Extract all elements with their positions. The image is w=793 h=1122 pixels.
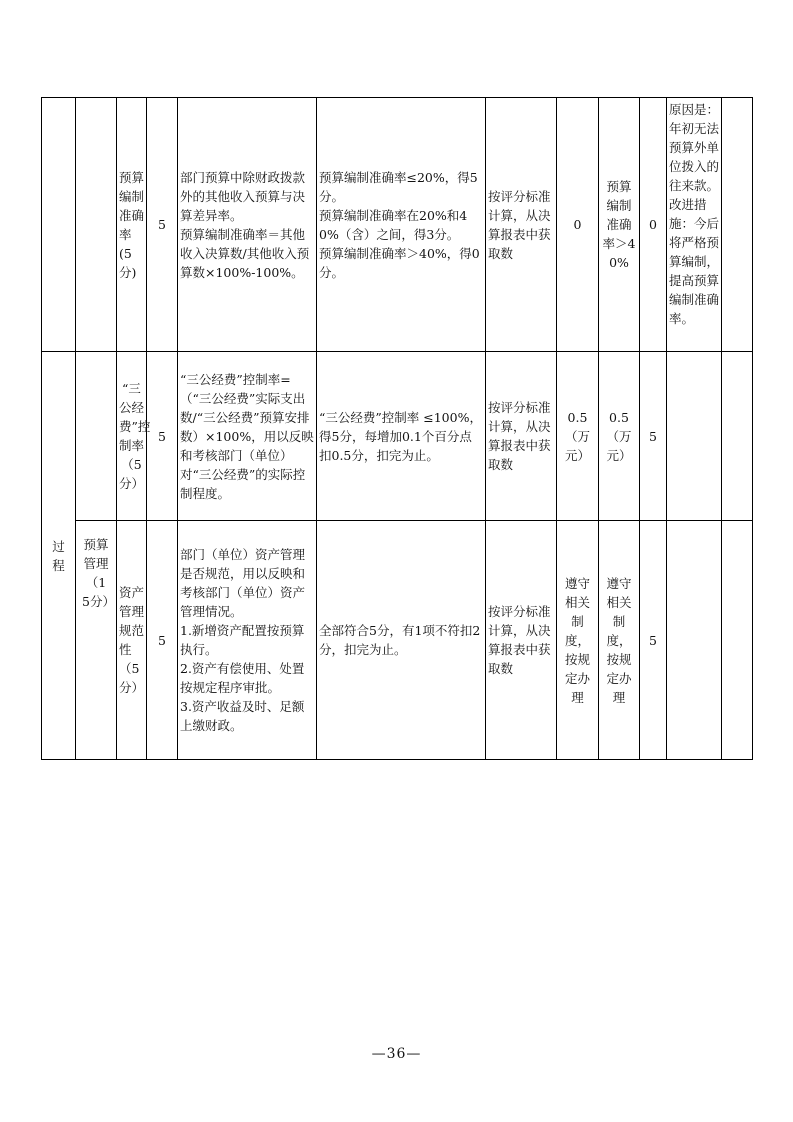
standard-cell: 预算编制准确率≤20%，得5分。 预算编制准确率在20%和40%（含）之间，得3分。 预算编制准确率＞40%，得0分。 xyxy=(317,98,486,352)
reason-cell: 原因是：年初无法预算外单位拨入的往来款。改进措施：今后将严格预算编制，提高预算编制准确率。 xyxy=(667,98,722,352)
level2-cell xyxy=(76,521,117,760)
score-cell: 5 xyxy=(640,352,667,521)
definition-cell: 部门预算中除财政拨款外的其他收入预算与决算差异率。 预算编制准确率＝其他收入决算数/其他收入预算数×100%-100%。 xyxy=(178,98,317,352)
standard-cell: “三公经费”控制率 ≤100%，得5分，每增加0.1个百分点扣0.5分，扣完为止。 xyxy=(317,352,486,521)
actual-cell: 0.5（万元） xyxy=(599,352,640,521)
page-number: —36— xyxy=(371,1046,422,1062)
target-cell: 0.5（万元） xyxy=(557,352,599,521)
table-row xyxy=(42,521,753,760)
weight-cell: 5 xyxy=(147,521,178,760)
remark-cell xyxy=(722,521,753,760)
reason-cell xyxy=(667,352,722,521)
remark-cell xyxy=(722,98,753,352)
score-cell: 0 xyxy=(640,98,667,352)
definition-cell: “三公经费”控制率=（“三公经费”实际支出数/“三公经费”预算安排数）×100%，用以反映和考核部门（单位）对“三公经费”的实际控制程度。 xyxy=(178,352,317,521)
actual-cell: 预算编制准确率＞40% xyxy=(599,98,640,352)
level2-cell xyxy=(76,98,117,352)
actual-cell: 遵守相关制度，按规定办理 xyxy=(599,521,640,760)
definition-cell: 部门（单位）资产管理是否规范，用以反映和考核部门（单位）资产管理情况。 1.新增资产配置按预算执行。 2.资产有偿使用、处置按规定程序审批。 3.资产收益及时、足额上缴财政。 xyxy=(178,521,317,760)
indicator-cell: 预算编制准确率(5分) xyxy=(117,98,147,352)
level1-label: 过程 xyxy=(52,538,65,573)
level2-label: 预算管理（15分） xyxy=(82,537,115,609)
level2-cell xyxy=(76,352,117,521)
indicator-cell: 资产管理规范性（5分） xyxy=(117,521,147,760)
table-row xyxy=(42,98,753,352)
method-cell: 按评分标准计算，从决算报表中获取数 xyxy=(486,98,557,352)
score-cell: 5 xyxy=(640,521,667,760)
target-cell: 遵守相关制度，按规定办理 xyxy=(557,521,599,760)
evaluation-table xyxy=(41,97,753,760)
weight-cell: 5 xyxy=(147,352,178,521)
indicator-cell: “三公经费”控制率（5分） xyxy=(117,352,147,521)
target-cell: 0 xyxy=(557,98,599,352)
reason-cell xyxy=(667,521,722,760)
method-cell: 按评分标准计算，从决算报表中获取数 xyxy=(486,352,557,521)
level1-cell xyxy=(42,352,76,760)
weight-cell: 5 xyxy=(147,98,178,352)
standard-cell: 全部符合5分，有1项不符扣2分，扣完为止。 xyxy=(317,521,486,760)
level1-cell xyxy=(42,98,76,352)
table-row xyxy=(42,352,753,521)
method-cell: 按评分标准计算，从决算报表中获取数 xyxy=(486,521,557,760)
remark-cell xyxy=(722,352,753,521)
